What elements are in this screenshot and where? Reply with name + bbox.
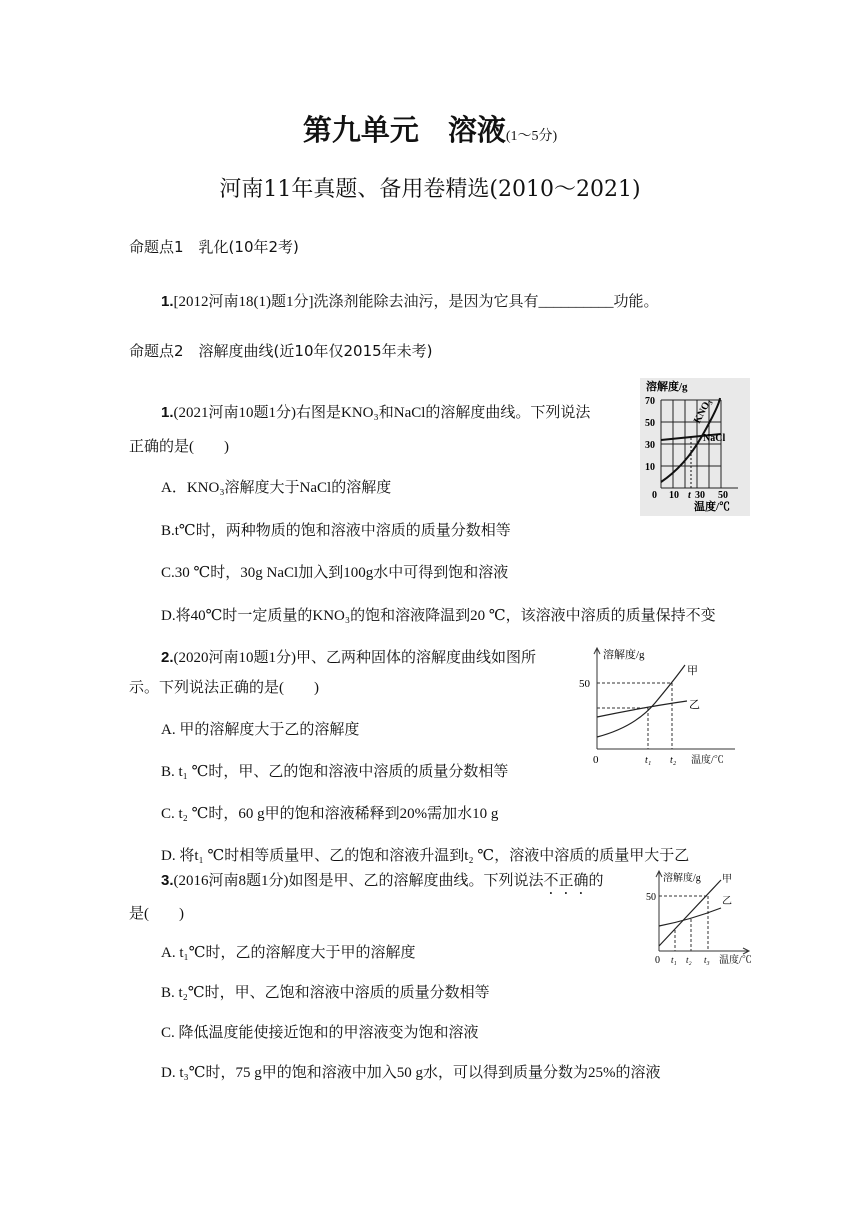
curve-yi xyxy=(597,701,687,717)
question-stem-line1: (2016河南8题1分)如图是甲、乙的溶解度曲线。下列说法 xyxy=(173,873,544,889)
question-number: 1. xyxy=(161,293,174,310)
question-stem-line1: (2021河南10题1分)右图是KNO₃和NaCl的溶解度曲线。下列说法 xyxy=(173,405,591,421)
question-stem-line1-end: 的 xyxy=(588,873,604,889)
origin-label: 0 xyxy=(593,754,599,766)
graph-ylabel: 溶解度/g xyxy=(663,873,701,884)
graph-xlabel: 温度/℃ xyxy=(719,955,752,966)
option-c: C. 降低温度能使接近饱和的甲溶液变为饱和溶液 xyxy=(161,1025,479,1041)
page-subtitle: 河南11年真题、备用卷精选(2010～2021) xyxy=(219,177,641,202)
ytick-50: 50 xyxy=(645,418,655,429)
option-b: B. t₁ ℃时，甲、乙的饱和溶液中溶质的质量分数相等 xyxy=(161,764,509,780)
xtick-50: 50 xyxy=(718,490,728,501)
question-stem-line2: 示。下列说法正确的是( ) xyxy=(129,680,319,696)
question-2016-stem xyxy=(161,869,604,898)
label-kno3: KNO₃ xyxy=(691,397,714,426)
question-stem-line2: 正确的是( ) xyxy=(129,439,229,455)
xtick-t2: t₂ xyxy=(670,755,677,766)
xtick-t2: t₂ xyxy=(686,955,692,965)
xtick-10: 10 xyxy=(669,490,679,501)
question-number: 2. xyxy=(161,649,174,666)
question-emulsify xyxy=(161,290,659,311)
section-heading-1: 命题点1 乳化(10年2考) xyxy=(129,238,299,256)
graph-xlabel: 温度/℃ xyxy=(694,501,731,513)
option-b: B. t₂℃时，甲、乙饱和溶液中溶质的质量分数相等 xyxy=(161,985,490,1001)
solubility-graph-jia-yi-2016 xyxy=(645,868,760,968)
section-heading-2: 命题点2 溶解度曲线(近10年仅2015年未考) xyxy=(129,342,433,360)
question-2021-stem xyxy=(161,401,590,422)
page-title xyxy=(0,108,860,149)
question-number: 1. xyxy=(161,404,174,421)
solubility-graph-jia-yi-2020 xyxy=(575,645,735,770)
xtick-30: 30 xyxy=(695,490,705,501)
option-a: A．KNO₃溶解度大于NaCl的溶解度 xyxy=(161,480,392,496)
option-a: A. t₁℃时，乙的溶解度大于甲的溶解度 xyxy=(161,945,416,961)
question-stem-line1: (2020河南10题1分)甲、乙两种固体的溶解度曲线如图所 xyxy=(173,650,537,666)
xtick-t1: t₁ xyxy=(671,955,677,965)
ytick-10: 10 xyxy=(645,462,655,473)
option-d: D. 将t₁ ℃时相等质量甲、乙的饱和溶液升温到t₂ ℃，溶液中溶质的质量甲大于乙 xyxy=(161,848,690,864)
solubility-graph-kno3-nacl xyxy=(640,378,750,516)
graph-ylabel: 溶解度/g xyxy=(603,649,645,661)
xtick-t1: t₁ xyxy=(645,755,652,766)
option-d: D. t₃℃时，75 g甲的饱和溶液中加入50 g水，可以得到质量分数为25%的溶液 xyxy=(161,1065,661,1081)
title-score: (1～5分) xyxy=(505,129,558,144)
label-nacl: NaCl xyxy=(703,433,726,444)
question-text: [2012河南18(1)题1分]洗涤剂能除去油污，是因为它具有__________功能。 xyxy=(173,294,659,310)
question-stem-line2: 是( ) xyxy=(129,906,184,922)
option-c: C. t₂ ℃时，60 g甲的饱和溶液稀释到20%需加水10 g xyxy=(161,806,499,822)
origin-label: 0 xyxy=(655,955,660,966)
ytick-50: 50 xyxy=(579,678,590,690)
option-b: B.t℃时，两种物质的饱和溶液中溶质的质量分数相等 xyxy=(161,523,511,539)
question-number: 3. xyxy=(161,872,174,889)
ytick-0: 0 xyxy=(652,490,657,501)
option-a: A. 甲的溶解度大于乙的溶解度 xyxy=(161,722,360,738)
curve-jia xyxy=(659,880,721,946)
label-jia: 甲 xyxy=(687,665,698,677)
option-d: D.将40℃时一定质量的KNO₃的饱和溶液降温到20 ℃，该溶液中溶质的质量保持不变 xyxy=(161,608,716,624)
label-yi: 乙 xyxy=(689,699,700,711)
label-jia: 甲 xyxy=(722,874,732,885)
curve-yi xyxy=(659,908,721,926)
option-c: C.30 ℃时，30g NaCl加入到100g水中可得到饱和溶液 xyxy=(161,565,509,581)
graph-xlabel: 温度/℃ xyxy=(691,755,724,766)
label-yi: 乙 xyxy=(722,896,732,907)
question-2020-stem xyxy=(161,646,536,667)
ytick-50: 50 xyxy=(646,892,656,903)
xtick-t3: t₃ xyxy=(704,955,710,965)
title-main: 第九单元 溶液 xyxy=(302,113,506,147)
emphasis-not-correct: 不正确 xyxy=(543,873,589,889)
ytick-70: 70 xyxy=(645,396,655,407)
graph-ylabel: 溶解度/g xyxy=(646,381,688,393)
ytick-30: 30 xyxy=(645,440,655,451)
xtick-t: t xyxy=(688,490,691,501)
